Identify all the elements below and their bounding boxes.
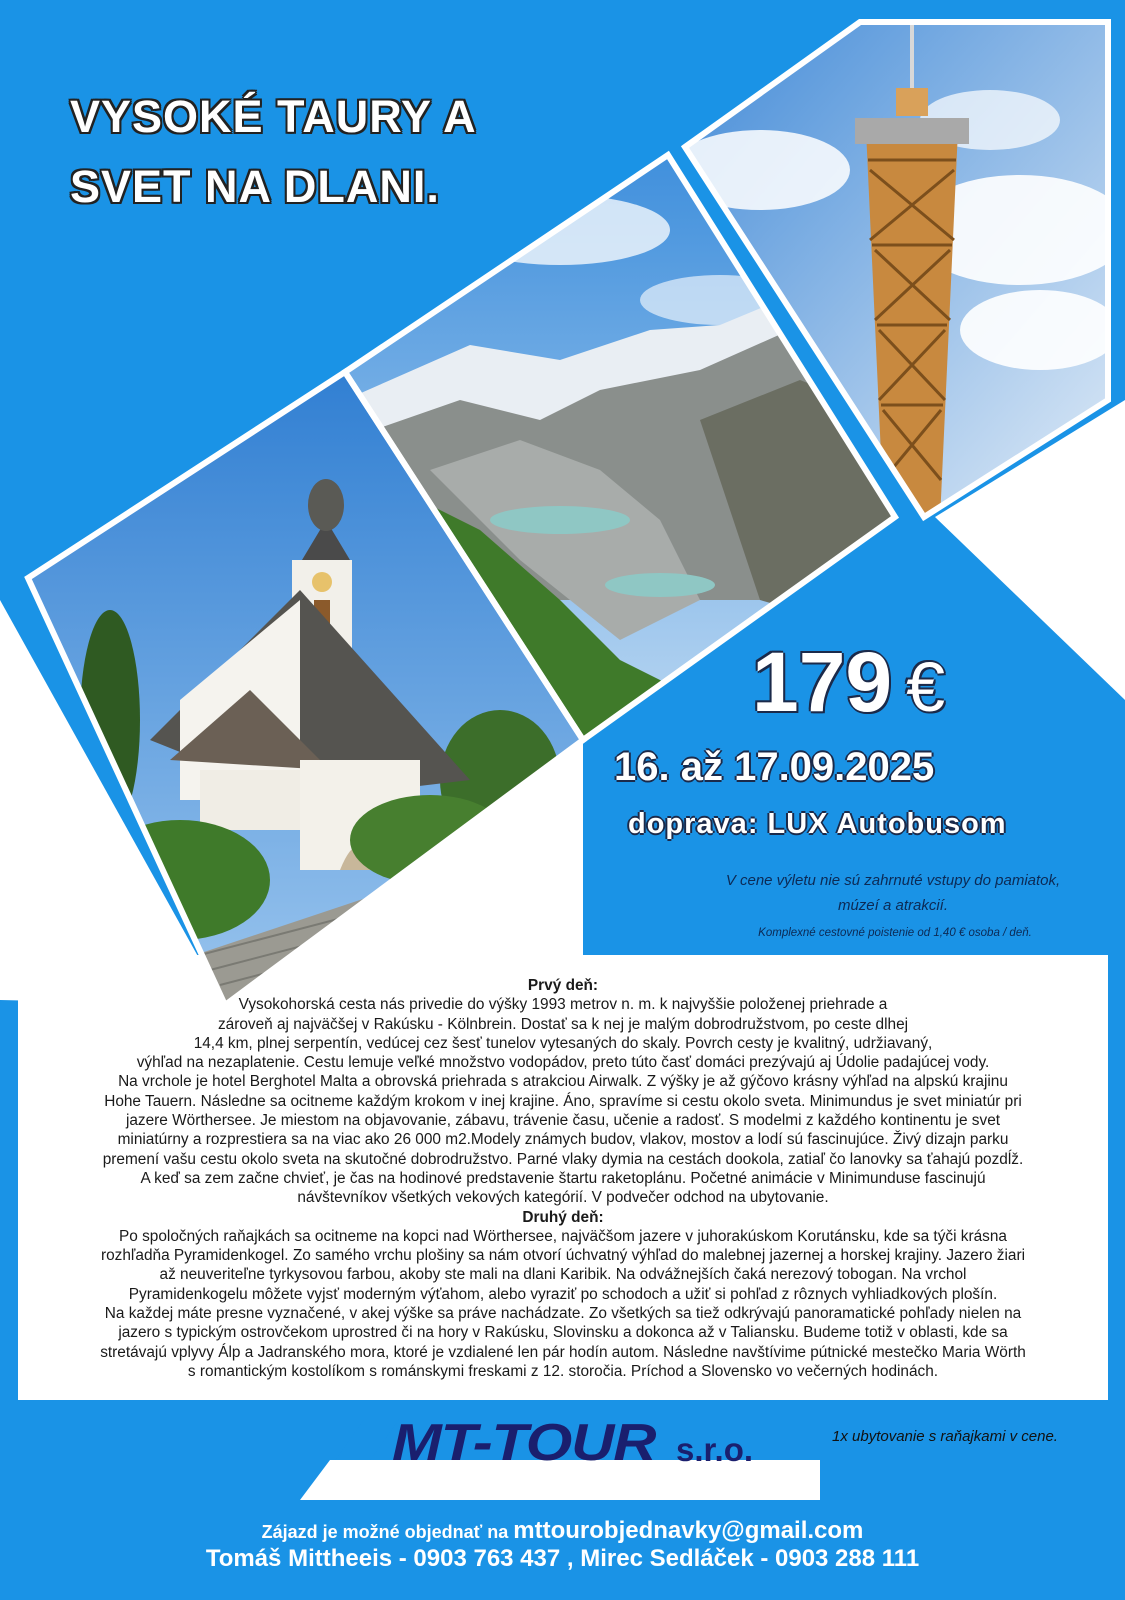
- insurance-note: Komplexné cestovné poistenie od 1,40 € osoba / deň.: [758, 927, 1032, 939]
- company-logo: MT-TOUR: [392, 1414, 656, 1472]
- day2-line: Po spoločných raňajkách sa ocitneme na kopci nad Wörthersee, najväčšom jazere v juhorakúskom Korutánsku, kde sa týči krásna: [119, 1227, 1007, 1245]
- itinerary-text: [34, 976, 1092, 1381]
- order-prefix: Zájazd je možné objednať na: [261, 1522, 514, 1542]
- day2-heading: Druhý deň:: [522, 1208, 604, 1226]
- note-line-2: múzeí a atrakcií.: [837, 897, 949, 914]
- day1-line: Vysokohorská cesta nás privedie do výšky 1993 metrov n. m. k najvyššie položenej priehrade a: [238, 996, 888, 1014]
- day1-line: návštevníkov všetkých vekových kategórií. V podvečer odchod na ubytovanie.: [297, 1189, 829, 1207]
- order-email-link[interactable]: mttourobjednavky@gmail.com: [513, 1517, 864, 1544]
- day2-line: s romantickým kostolíkom s románskymi freskami z 12. storočia. Príchod a Slovensko vo večerných hodinách.: [187, 1362, 939, 1380]
- price-currency: €: [906, 648, 946, 726]
- day1-line: A keď sa zem začne chvieť, je čas na hodinové predstavenie štartu raketoplánu. Početné animácie v Minimunduse fascinujú: [140, 1169, 986, 1187]
- day2-line: rozhľadňa Pyramidenkogel. Zo samého vrchu plošiny sa nám otvorí úchvatný výhľad do malebnej jazernej a horskej krajiny. Jazero žiari: [100, 1247, 1026, 1265]
- day2-line: Pyramidenkogelu môžete vyjsť moderným výťahom, alebo vyraziť po schodoch a užiť si pohľad z rôznych vyhliadkových plošín.: [128, 1285, 998, 1303]
- day1-line: 14,4 km, plnej serpentín, vedúcej cez šesť tunelov vytesaných do skaly. Povrch cesty je kvalitný, udržiavaný,: [193, 1034, 933, 1052]
- day2-line: jazero s typickým ostrovčekom uprostred či na hory v Rakúsku, Slovinsku a dokonca až v Taliansku. Budeme totiž v oblasti, kde sa: [118, 1324, 1008, 1342]
- accommodation-note: 1x ubytovanie s raňajkami v cene.: [832, 1428, 1058, 1445]
- day1-line: Hohe Tauern. Následne sa ocitneme každým krokom v inej krajine. Áno, spravíme si cestu okolo sveta. Minimundus je svet miniatúr pri: [104, 1092, 1022, 1110]
- title-line-2: SVET NA DLANI.: [70, 161, 440, 212]
- day1-line: jazere Wörthersee. Je miestom na objavovanie, zábavu, trávenie času, učenie a radosť. S modelmi z každého kontinentu je svet: [125, 1112, 1001, 1130]
- transport-info: doprava: LUX Autobusom: [628, 808, 1007, 840]
- day1-line: zároveň aj najväčšej v Rakúsku - Kölnbrein. Dostať sa k nej je malým dobrodružstvom, po ceste dlhej: [217, 1015, 909, 1033]
- day1-line: Na vrchole je hotel Berghotel Malta a obrovská priehrada s atrakciou Airwalk. Z výšky je až gýčovo krásny výhľad na alpskú krajinu: [118, 1073, 1008, 1091]
- contact-phones: Tomáš Mittheeis - 0903 763 437 , Mirec Sedláček - 0903 288 111: [205, 1545, 920, 1572]
- day2-line: stretávajú vplyvy Álp a Jadranského mora, ktoré je vzdialené len pár hodín autom. Následne navštívime pútnické mestečko Maria Wörth: [100, 1343, 1026, 1361]
- day1-line: výhľad na nezaplatenie. Cestu lemuje veľké množstvo vodopádov, preto túto časť domáci prezývajú aj Údolie padajúcej vody.: [136, 1054, 990, 1072]
- company-logo-suffix: s.r.o.: [676, 1431, 754, 1468]
- trip-dates: 16. až 17.09.2025: [614, 745, 935, 789]
- day1-line: miniatúrny a rozprestiera sa na viac ako 26 000 m2.Modely známych budov, vlakov, mostov a lodí sú fascinujúce. Živý dizajn parku: [117, 1131, 1009, 1149]
- title: [70, 82, 670, 222]
- day1-line: premení vašu cestu okolo sveta na skutočné dobrodružstvo. Parné vlaky dymia na cestách dookola, zatiaľ čo lanovky sa ťahajú pozdĺž.: [102, 1150, 1024, 1168]
- day2-line: až neuveriteľne tyrkysovou farbou, akoby ste mali na dlani Karibik. Na odvážnejších čaká nerezový tobogan. Na vrchol: [159, 1266, 967, 1284]
- day2-line: Na každej máte presne vyznačené, v akej výške sa práve nachádzate. Zo všetkých sa tiež odkrývajú panoramatické pohľady nielen na: [104, 1305, 1022, 1323]
- price-value: 179: [752, 635, 893, 729]
- note-line-1: V cene výletu nie sú zahrnuté vstupy do pamiatok,: [725, 872, 1061, 889]
- price-exclusions-note: [668, 868, 1118, 918]
- title-line-1: VYSOKÉ TAURY A: [70, 91, 477, 142]
- price: [752, 632, 945, 737]
- day1-heading: Prvý deň:: [527, 977, 599, 994]
